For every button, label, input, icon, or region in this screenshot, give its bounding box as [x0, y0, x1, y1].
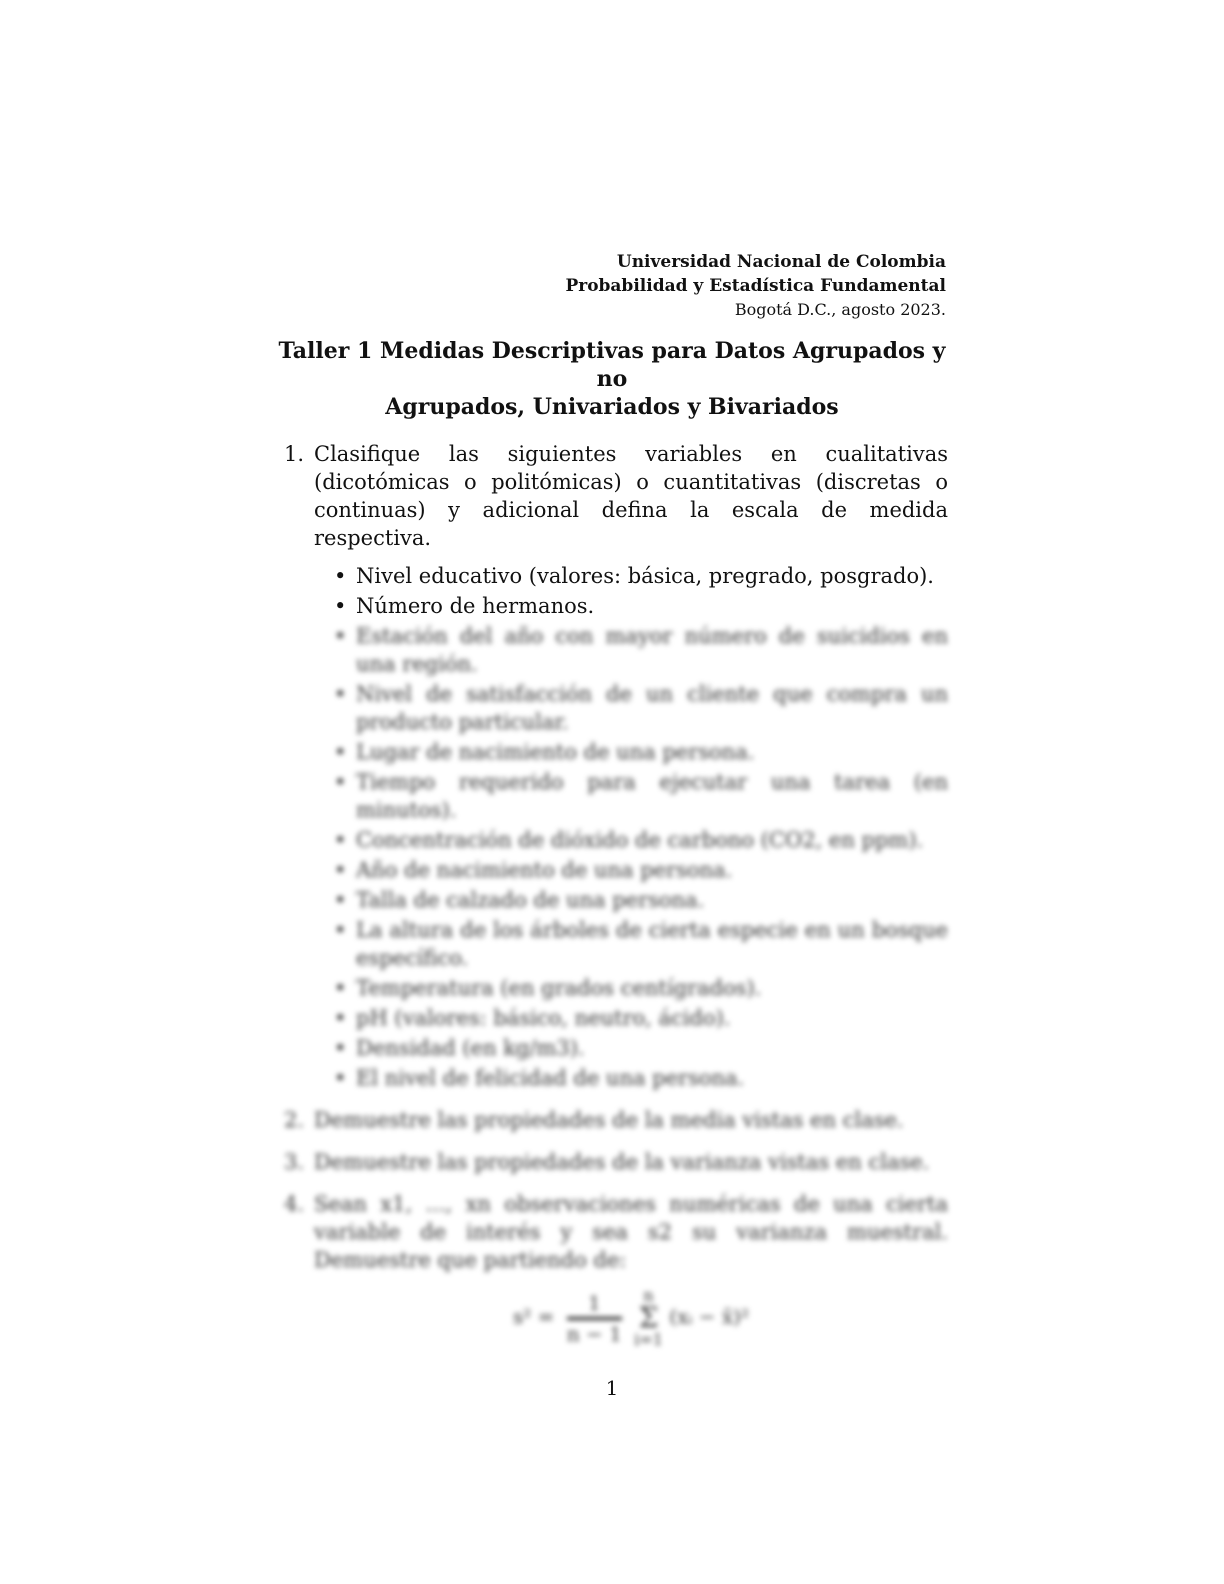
question-2 — [284, 1106, 948, 1134]
list-item — [334, 562, 948, 590]
bullet-icon: • — [334, 564, 347, 588]
bullet-icon: • — [334, 770, 347, 794]
bullet-icon: • — [334, 976, 347, 1000]
list-item-text: Talla de calzado de una persona. — [356, 888, 705, 912]
title-line-2: Agrupados, Univariados y Bivariados — [385, 394, 839, 420]
bullet-icon: • — [334, 888, 347, 912]
list-item-text: Estación del año con mayor número de suicidios en una región. — [356, 624, 948, 676]
bullet-icon: • — [334, 1066, 347, 1090]
bullet-icon: • — [334, 828, 347, 852]
question-number: 4. — [284, 1192, 305, 1216]
question-list — [284, 440, 948, 1362]
question-text: Sean x1, ..., xn observaciones numéricas de una cierta variable de interés y sea s2 su varianza muestral. Demuestre que partiendo de: — [314, 1192, 948, 1272]
bullet-icon: • — [334, 682, 347, 706]
question-number: 1. — [284, 442, 305, 466]
list-item-text: Año de nacimiento de una persona. — [356, 858, 733, 882]
bullet-icon: • — [334, 1006, 347, 1030]
variable-list — [314, 562, 948, 1092]
question-1 — [284, 440, 948, 1092]
list-item — [334, 1034, 948, 1062]
header-block — [565, 250, 946, 322]
list-item-text: La altura de los árboles de cierta especie en un bosque específico. — [356, 918, 948, 970]
formula-numerator: 1 — [567, 1289, 622, 1320]
list-item — [334, 886, 948, 914]
bullet-icon: • — [334, 858, 347, 882]
list-item — [334, 856, 948, 884]
list-item-text: El nivel de felicidad de una persona. — [356, 1066, 745, 1090]
list-item-text: Concentración de dióxido de carbono (CO2, en ppm). — [356, 828, 924, 852]
document-title — [262, 337, 962, 421]
list-item-text: Densidad (en kg/m3). — [356, 1036, 585, 1060]
list-item — [334, 768, 948, 824]
bullet-icon: • — [334, 740, 347, 764]
list-item-text: Número de hermanos. — [356, 594, 595, 618]
list-item — [334, 738, 948, 766]
formula-denominator: n − 1 — [566, 1321, 622, 1346]
list-item-text: pH (valores: básico, neutro, ácido). — [356, 1006, 731, 1030]
question-number: 2. — [284, 1108, 305, 1132]
list-item — [334, 974, 948, 1002]
sum-upper-limit: n — [643, 1286, 654, 1305]
question-number: 3. — [284, 1150, 305, 1174]
list-item-text: Nivel educativo (valores: básica, pregrado, posgrado). — [356, 564, 934, 588]
formula-lhs: s² = — [513, 1304, 555, 1329]
page-number: 1 — [605, 1376, 619, 1400]
formula-fraction — [567, 1289, 622, 1348]
bullet-icon: • — [334, 918, 347, 942]
bullet-icon: • — [334, 594, 347, 618]
place-date: Bogotá D.C., agosto 2023. — [734, 300, 946, 319]
list-item — [334, 622, 948, 678]
question-4 — [284, 1190, 948, 1348]
bullet-icon: • — [334, 1036, 347, 1060]
list-item-text: Temperatura (en grados centígrados). — [356, 976, 762, 1000]
list-item — [334, 680, 948, 736]
list-item-text: Nivel de satisfacción de un cliente que compra un producto particular. — [356, 682, 948, 734]
question-3 — [284, 1148, 948, 1176]
list-item — [334, 592, 948, 620]
sigma-icon: Σ — [638, 1301, 659, 1334]
university-name: Universidad Nacional de Colombia — [616, 252, 946, 272]
question-text: Demuestre las propiedades de la media vistas en clase. — [314, 1108, 904, 1132]
list-item — [334, 826, 948, 854]
question-text: Demuestre las propiedades de la varianza vistas en clase. — [314, 1150, 930, 1174]
summation — [634, 1288, 663, 1348]
list-item — [334, 1004, 948, 1032]
list-item-text: Tiempo requerido para ejecutar una tarea (en minutos). — [356, 770, 948, 822]
list-item — [334, 1064, 948, 1092]
course-name: Probabilidad y Estadística Fundamental — [565, 276, 946, 296]
title-line-1: Taller 1 Medidas Descriptivas para Datos Agrupados y no — [278, 338, 946, 392]
bullet-icon: • — [334, 624, 347, 648]
question-text: Clasifique las siguientes variables en cualitativas (dicotómicas o politómicas) o cuantitativas (discretas o continuas) y adicional defina la escala de medida respectiva. — [314, 442, 948, 550]
formula-term: (xᵢ − x̄)² — [669, 1304, 749, 1329]
list-item-text: Lugar de nacimiento de una persona. — [356, 740, 755, 764]
sum-lower-limit: i=1 — [634, 1330, 663, 1349]
list-item — [334, 916, 948, 972]
variance-formula — [314, 1288, 948, 1348]
